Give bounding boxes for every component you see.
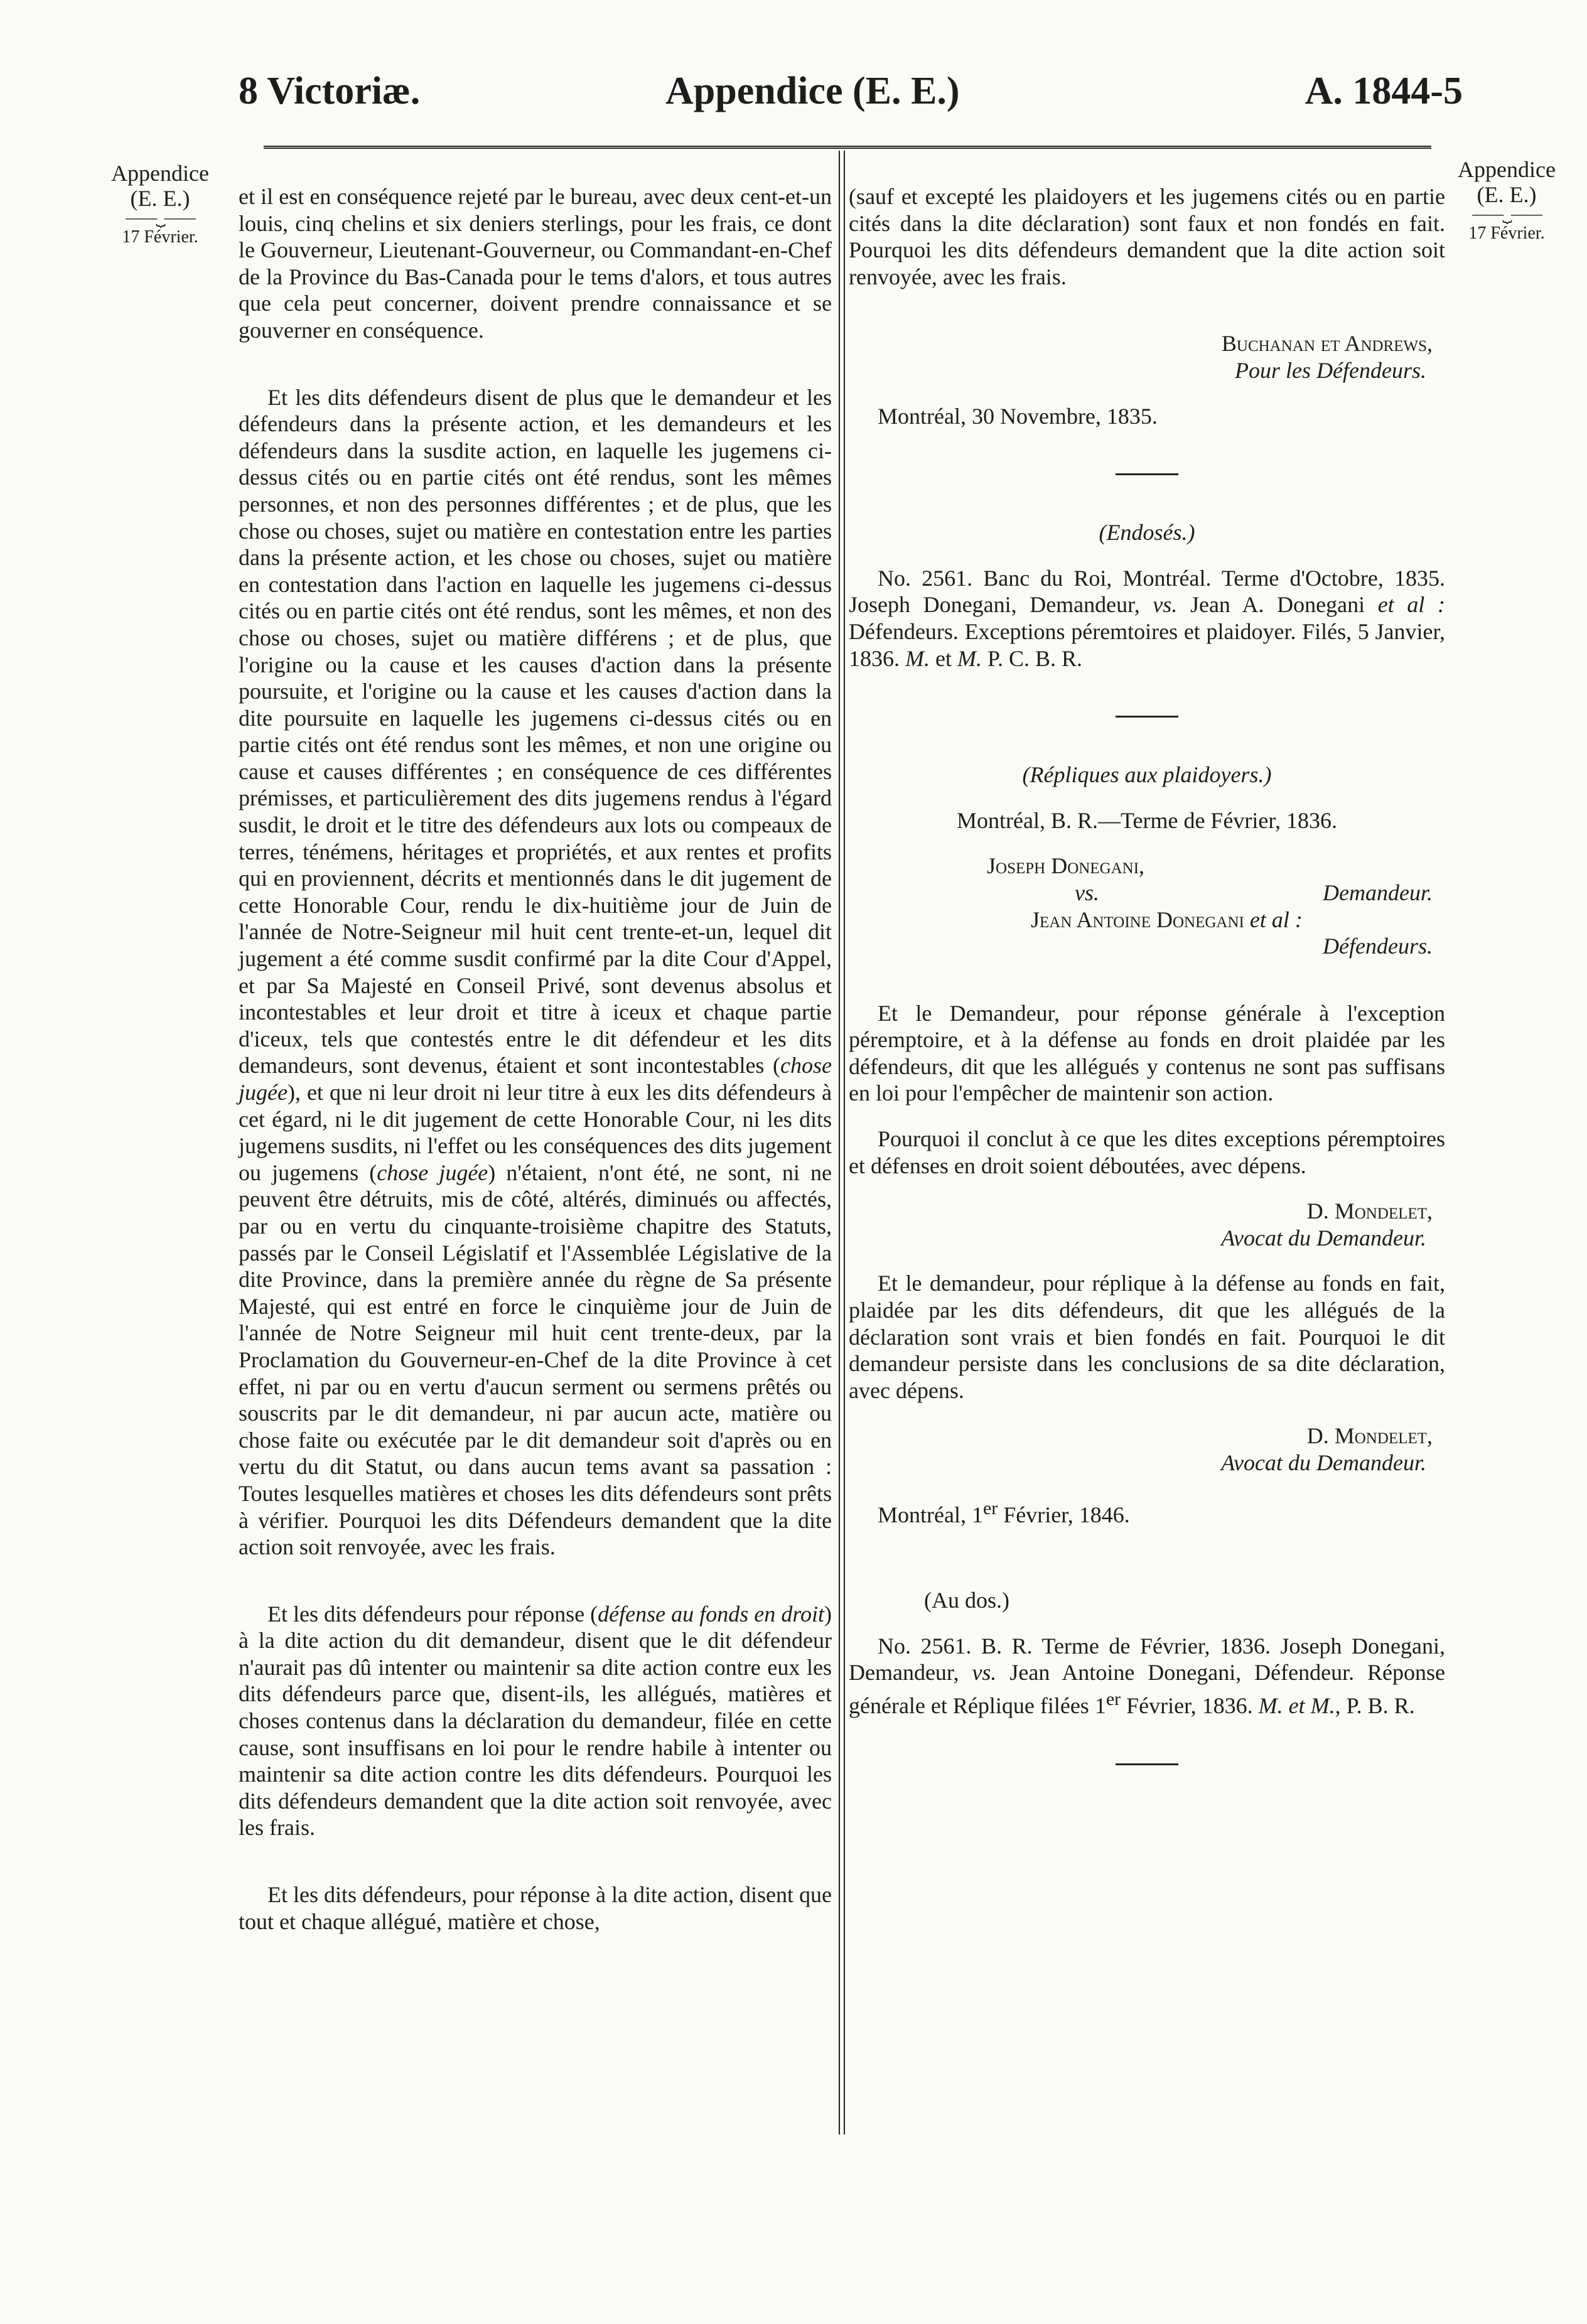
party-defendeurs: Défendeurs. <box>1323 933 1433 959</box>
party-vs-line: vs. Demandeur. <box>1075 880 1433 905</box>
margin-subtitle: (E. E.) <box>130 186 190 211</box>
paragraph-defense-droit: Et les dits défendeurs pour réponse (défense au fonds en droit) à la dite action du dit demandeur, disent que le dit défendeur n'aurait pas dû intenter ou maintenir sa dite action contre eux les dits défendeurs parce que, disent-ils, les allégués, matières et choses contenus dans la déclaration du demandeur, filée en cette cause, sont insuffisans en loi pour le rendre habile à intenter ou maintenir sa dite action contre les dits défendeurs. Pourquoi les dits défendeurs demandent que la dite action soit renvoyée, avec les frais. <box>239 1601 832 1841</box>
signature-defenders: Buchanan et Andrews, <box>1221 331 1433 357</box>
right-column <box>849 183 1445 1809</box>
paragraph-reponse-generale: Et le Demandeur, pour réponse générale à l'exception péremptoire, et à la défense au fonds en droit plaidée par les défendeurs, dit que les allégués y contenus ne sont pas suffisans en loi pour l'empêcher de maintenir son action. <box>849 1000 1445 1106</box>
margin-subtitle: (E. E.) <box>1477 182 1537 207</box>
margin-note-left <box>94 161 226 250</box>
paragraph-continuation: (sauf et excepté les plaidoyers et les jugemens cités ou en partie cités dans la dite déclaration) sont faux et non fondés en fait. Pourquoi les dits défendeurs demandent que la dite action soit renvoyée, avec les frais. <box>849 184 1445 289</box>
signature-mondelet-2: D. Mondelet, <box>1306 1423 1433 1449</box>
signature-mondelet-1-role: Avocat du Demandeur. <box>1221 1225 1426 1251</box>
column-divider <box>839 151 845 2134</box>
margin-note-right <box>1438 157 1576 246</box>
party-defendant: Jean Antoine Donegani et al : <box>1031 906 1303 932</box>
paragraph-chose-jugee: Et les dits défendeurs disent de plus que le demandeur et les défendeurs dans la présente action, et les demandeurs et les défendeurs dans la susdite action, en laquelle les jugemens ci-dessus cités ou en partie cités ont été rendus, sont les mêmes personnes, et non des personnes différentes ; et de plus, que les chose ou choses, sujet ou matière en contestation entre les parties dans la présente action, et les chose ou choses, sujet ou matière en contestation dans l'action en laquelle les jugemens ci-dessus cités ou en partie cités ont été rendus, sont les mêmes, et non des chose ou choses, sujet ou matière différens ; et de plus, que l'origine ou la cause et les causes d'action dans la présente poursuite, et l'origine ou la cause et les causes d'action dans la dite poursuite en laquelle les jugemens ci-dessus cités ou en partie cités ont été rendus sont les mêmes, et non une origine ou cause et causes différentes ; en conséquence de ces différentes prémisses, et particulièrement des dits jugemens rendus à l'égard susdit, le droit et le titre des défendeurs aux lots ou compeaux de terres, ténémens, héritages et propriétés, et aux rentes et profits qui en proviennent, décrits et mentionnés dans le dit jugement de cette Honorable Cour, rendu le dix-huitième jour de Juin de l'année de Notre-Seigneur mil huit cent trente-et-un, lequel dit jugement a été comme susdit confirmé par la dite Cour d'Appel, et par Sa Majesté en Conseil Privé, sont devenus absolus et incontestables et leur droit et titre à iceux et chaque partie d'iceux, tels que contestés entre le dit défendeur et les dits demandeurs, sont devenus, étaient et sont incontestables (chose jugée), et que ni leur droit ni leur titre à eux les dits défendeurs à cet égard, ni le dit jugement de cette Honorable Cour, ni les dits jugemens susdits, ni l'effet ou les conséquences des dits jugement ou jugemens (chose jugée) n'étaient, n'ont été, ne sont, ni ne peuvent être détruits, mis de côté, altérés, diminués ou affectés, par ou en vertu du cinquante-troisième chapitre des Statuts, passés par le Conseil Législatif et l'Assemblée Législative de la dite Province, dans la première année du règne de Sa présente Majesté, qui est entré en force le cinquième jour de Juin de l'année de Notre Seigneur mil huit cent trente-deux, par la Proclamation du Gouverneur-en-Chef de la dite Province à cet effet, ni par ou en vertu d'aucun serment ou sermens prêtés ou souscrits par le dit demandeur, ni par aucun acte, matière ou chose faite ou exécutée par le dit demandeur soit d'après ou en vertu du dit Statut, ou dans aucun tems avant sa passation : Toutes lesquelles matières et choses les dits défendeurs sont prêts à vérifier. Pourquoi les dits Défendeurs demandent que la dite action soit renvoyée, avec les frais. <box>239 384 832 1560</box>
repliques-heading: (Répliques aux plaidoyers.) <box>1022 762 1272 788</box>
court-line: Montréal, B. R.—Terme de Février, 1836. <box>957 807 1337 833</box>
paragraph-rejection: et il est en conséquence rejeté par le bureau, avec deux cent-et-un louis, cinq chelins et six deniers sterlings, pour les frais, ce dont le Gouverneur, Lieutenant-Gouverneur, ou Commandant-en-Chef de la Province du Bas-Canada pour le tems d'alors, et tous autres que cela peut concerner, doivent prendre connaissance et se gouverner en conséquence. <box>239 184 832 343</box>
paragraph-defense-fait: Et les dits défendeurs, pour réponse à la dite action, disent que tout et chaque allégué, matière et chose, <box>239 1882 832 1934</box>
au-dos-heading: (Au dos.) <box>924 1588 1009 1613</box>
section-rule <box>1116 473 1178 475</box>
margin-date: 17 Février. <box>1468 223 1545 243</box>
margin-title: Appendice <box>1458 157 1556 182</box>
left-column <box>239 183 832 1935</box>
margin-brace: ——⏟—— <box>126 208 195 227</box>
paragraph-pourquoi: Pourquoi il conclut à ce que les dites exceptions péremptoires et défenses en droit soient déboutées, avec dépens. <box>849 1126 1445 1178</box>
margin-brace: ——⏟—— <box>1472 205 1541 223</box>
party-plaintiff: Joseph Donegani, <box>987 853 1145 879</box>
signature-mondelet-2-role: Avocat du Demandeur. <box>1221 1450 1426 1475</box>
section-rule <box>1116 716 1178 718</box>
header-session: 8 Victoriæ. <box>239 70 421 112</box>
signature-defenders-role: Pour les Défendeurs. <box>1235 357 1426 383</box>
date-montreal-1835: Montréal, 30 Novembre, 1835. <box>878 403 1158 429</box>
margin-title: Appendice <box>111 161 209 186</box>
page-header <box>239 63 1463 119</box>
header-year: A. 1844-5 <box>1305 70 1463 112</box>
header-rule <box>264 146 1431 149</box>
endorsement-text: No. 2561. Banc du Roi, Montréal. Terme d'Octobre, 1835. Joseph Donegani, Demandeur, vs. Jean A. Donegani et al : Défendeurs. Exceptions péremtoires et plaidoyer. Filés, 5 Janvier, 1836. M. et M. P. C. B. R. <box>849 565 1446 671</box>
endorse-heading: (Endosés.) <box>1099 520 1195 546</box>
margin-date: 17 Février. <box>122 227 198 247</box>
section-rule <box>1116 1763 1178 1765</box>
header-appendix: Appendice (E. E.) <box>665 70 960 112</box>
paragraph-replique: Et le demandeur, pour réplique à la défense au fonds en fait, plaidée par les dits défendeurs, dit que les allégués de la déclaration sont vrais et bien fondés en fait. Pourquoi le dit demandeur persiste dans les conclusions de sa dite déclaration, avec dépens. <box>849 1271 1445 1403</box>
date-montreal-1846: Montréal, 1er Février, 1846. <box>878 1497 1130 1527</box>
au-dos-text: No. 2561. B. R. Terme de Février, 1836. Joseph Donegani, Demandeur, vs. Jean Antoine Donegani, Défendeur. Réponse générale et Réplique filées 1er Février, 1836. M. et M., P. B. R. <box>849 1633 1445 1718</box>
signature-mondelet-1: D. Mondelet, <box>1306 1198 1433 1224</box>
